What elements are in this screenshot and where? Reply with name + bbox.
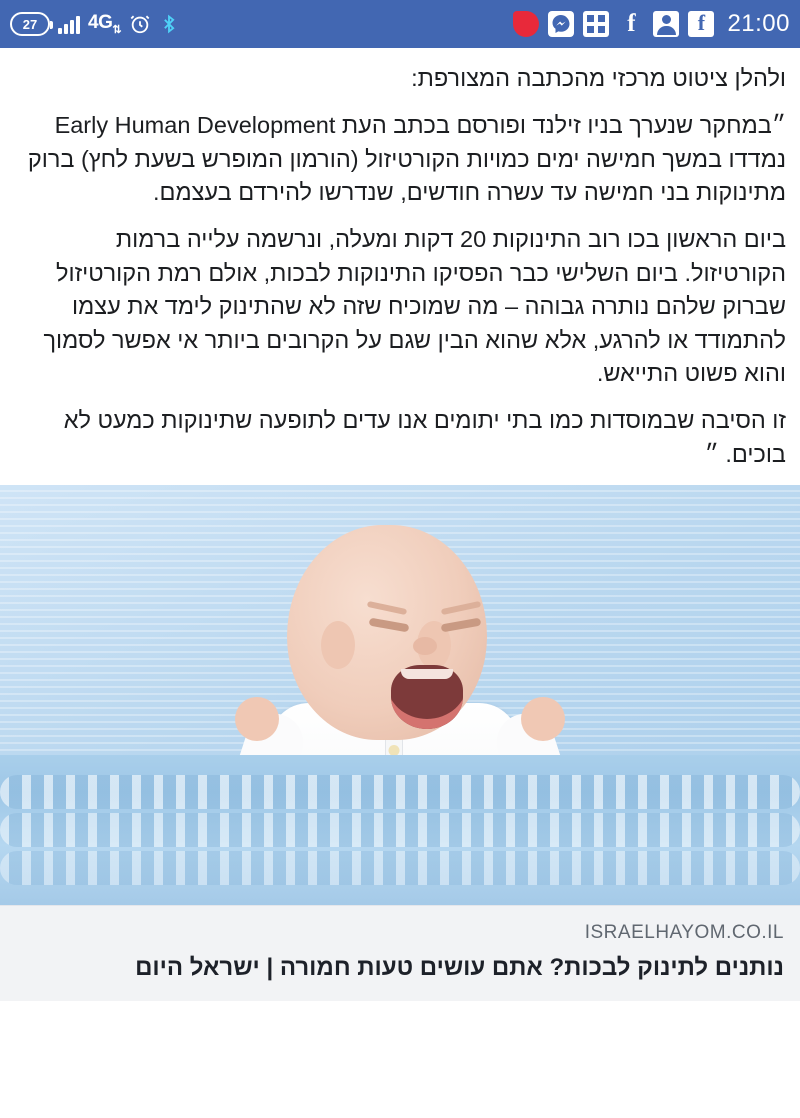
apps-grid-icon — [583, 11, 609, 37]
link-domain: ISRAELHAYOM.CO.IL — [584, 921, 784, 943]
knit-texture-row — [0, 813, 800, 847]
baby-hand-right — [521, 697, 565, 741]
knit-texture-row — [0, 851, 800, 885]
notification-red-icon — [513, 11, 539, 37]
baby-head — [287, 525, 487, 740]
knit-texture-row — [0, 775, 800, 809]
bluetooth-icon — [159, 13, 179, 35]
baby-open-mouth — [391, 665, 463, 729]
status-bar-right — [513, 10, 790, 38]
baby-nose — [413, 637, 437, 655]
contacts-icon — [653, 11, 679, 37]
alarm-clock-icon — [129, 13, 151, 35]
post-intro-line: ולהלן ציטוט מרכזי מהכתבה המצורפת: — [411, 65, 786, 91]
post-paragraph-3: זו הסיבה שבמוסדות כמו בתי יתומים אנו עדים לתופעה שתינוקות כמעט לא בוכים. ״ — [63, 407, 786, 467]
battery-level-label: 27 — [22, 16, 38, 32]
post-text — [0, 48, 800, 485]
post-paragraph-2: ביום הראשון בכו רוב התינוקות 20 דקות ומעלה, ונרשמה עלייה ברמות הקורטיזול. ביום השלישי כבר הפסיקו התינוקות לבכות, אולם רמת הקורטיזול שברוק שלהם נותרה גבוהה – מה שמוכיח שזה לא שהתינוק לימד את עצמו להתמודד או להרגע, אלא שהוא הבין שגם על הקרובים ביותר אי אפשר לסמוך והוא פשוט התייאש. — [43, 226, 786, 386]
status-clock: 21:00 — [727, 10, 790, 37]
status-bar-left — [10, 12, 179, 36]
facebook-icon: f — [688, 11, 714, 37]
baby-ear-left — [321, 621, 355, 669]
baby-brow-left — [367, 601, 407, 615]
baby-eye-right — [441, 618, 482, 633]
baby-brow-right — [441, 601, 481, 615]
link-preview-card[interactable] — [0, 905, 800, 1001]
battery-icon — [10, 12, 50, 36]
baby-hand-left — [235, 697, 279, 741]
signal-bars-icon — [58, 14, 80, 34]
messenger-icon — [548, 11, 574, 37]
network-4g-icon — [88, 12, 121, 36]
status-bar — [0, 0, 800, 48]
post-paragraph-1: ״במחקר שנערך בניו זילנד ופורסם בכתב העת Early Human Development נמדדו במשך חמישה ימים כמויות הקורטיזול (הורמון המופרש בשעת לחץ) ברוק מתינוקות בני חמישה עד עשרה חודשים, שנדרשו להירדם בעצמם. — [27, 112, 786, 206]
crying-baby-photo[interactable] — [0, 485, 800, 905]
link-title[interactable]: נותנים לתינוק לבכות? אתם עושים טעות חמורה | ישראל היום — [135, 953, 784, 981]
network-data-arrows: ⇅ — [112, 23, 122, 36]
baby-eye-left — [369, 618, 410, 633]
facebook-f-icon: f — [627, 10, 636, 37]
network-type-label: 4G — [88, 12, 113, 34]
